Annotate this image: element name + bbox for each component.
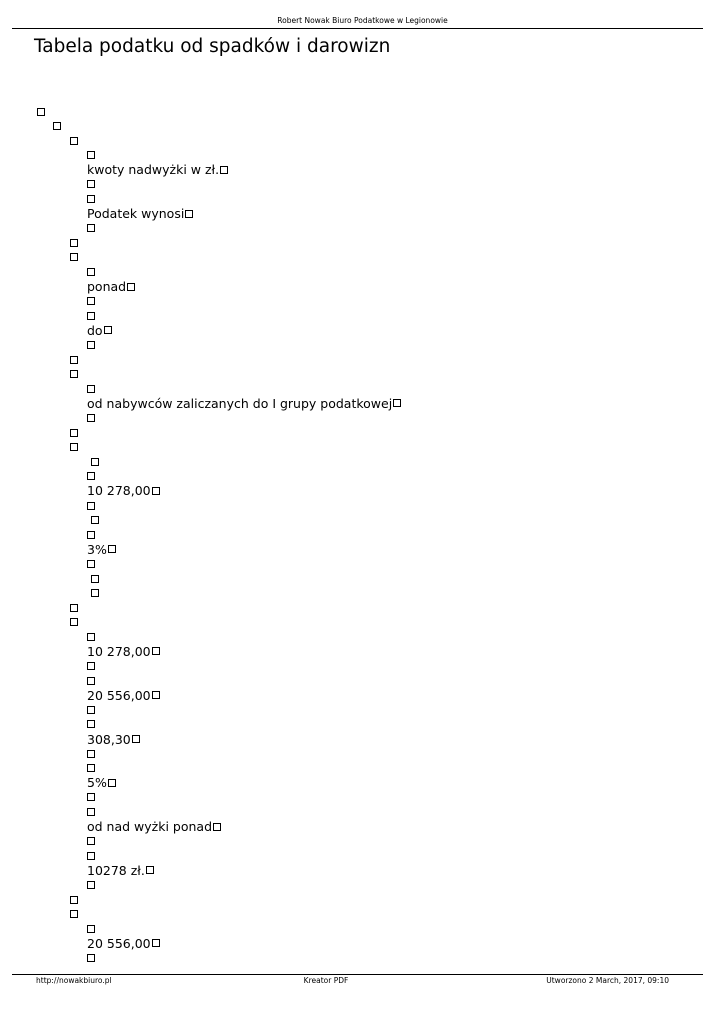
- missing-glyph-icon: [87, 560, 95, 568]
- missing-glyph-line: [0, 893, 725, 908]
- missing-glyph-icon: [87, 341, 95, 349]
- text-line-content: 10 278,00: [87, 643, 151, 659]
- missing-glyph-icon: [37, 108, 45, 116]
- footer-creator: Kreator PDF: [303, 976, 349, 985]
- missing-glyph-icon: [87, 531, 95, 539]
- footer-rule: [12, 974, 703, 975]
- missing-glyph-icon: [53, 122, 61, 130]
- missing-glyph-line: [0, 441, 725, 456]
- text-line-content: kwoty nadwyżki w zł.: [87, 162, 220, 178]
- missing-glyph-icon: [91, 458, 99, 466]
- text-line-content: 3%: [87, 541, 107, 557]
- missing-glyph-line: [0, 572, 725, 587]
- missing-glyph-icon: [393, 399, 401, 407]
- missing-glyph-line: [0, 426, 725, 441]
- missing-glyph-icon: [70, 370, 78, 378]
- text-line: [0, 163, 725, 178]
- missing-glyph-icon: [87, 662, 95, 670]
- text-line-content: 308,30: [87, 731, 131, 747]
- text-line-content: od nad wyżki ponad: [87, 819, 213, 835]
- text-line: [0, 397, 725, 412]
- missing-glyph-line: [0, 382, 725, 397]
- text-line-content: 10 278,00: [87, 483, 151, 499]
- missing-glyph-icon: [87, 925, 95, 933]
- missing-glyph-icon: [87, 297, 95, 305]
- missing-glyph-icon: [152, 487, 160, 495]
- missing-glyph-icon: [70, 910, 78, 918]
- footer-created-date: Utworzono 2 March, 2017, 09:10: [546, 976, 669, 985]
- missing-glyph-line: [0, 411, 725, 426]
- missing-glyph-line: [0, 251, 725, 266]
- text-line-content: 20 556,00: [87, 935, 151, 951]
- text-line: [0, 864, 725, 879]
- missing-glyph-icon: [87, 852, 95, 860]
- missing-glyph-line: [0, 587, 725, 602]
- missing-glyph-icon: [146, 866, 154, 874]
- missing-glyph-icon: [70, 356, 78, 364]
- missing-glyph-line: [0, 835, 725, 850]
- missing-glyph-line: [0, 266, 725, 281]
- footer-url-link[interactable]: http://nowakbiuro.pl: [36, 976, 112, 985]
- missing-glyph-icon: [87, 808, 95, 816]
- missing-glyph-icon: [87, 793, 95, 801]
- missing-glyph-line: [0, 762, 725, 777]
- missing-glyph-icon: [91, 516, 99, 524]
- missing-glyph-line: [0, 368, 725, 383]
- missing-glyph-line: [0, 674, 725, 689]
- missing-glyph-icon: [87, 224, 95, 232]
- missing-glyph-line: [0, 718, 725, 733]
- missing-glyph-line: [0, 528, 725, 543]
- missing-glyph-line: [0, 951, 725, 966]
- missing-glyph-icon: [87, 268, 95, 276]
- missing-glyph-icon: [87, 414, 95, 422]
- missing-glyph-line: [0, 309, 725, 324]
- missing-glyph-icon: [91, 575, 99, 583]
- text-line: [0, 937, 725, 952]
- missing-glyph-line: [0, 236, 725, 251]
- text-line: [0, 820, 725, 835]
- text-line: [0, 645, 725, 660]
- missing-glyph-line: [0, 878, 725, 893]
- missing-glyph-icon: [70, 604, 78, 612]
- missing-glyph-icon: [104, 326, 112, 334]
- missing-glyph-icon: [87, 954, 95, 962]
- missing-glyph-icon: [70, 239, 78, 247]
- missing-glyph-icon: [87, 312, 95, 320]
- missing-glyph-line: [0, 339, 725, 354]
- missing-glyph-icon: [87, 837, 95, 845]
- missing-glyph-line: [0, 134, 725, 149]
- text-line-content: 5%: [87, 775, 107, 791]
- text-line: [0, 324, 725, 339]
- missing-glyph-icon: [87, 677, 95, 685]
- missing-glyph-icon: [152, 647, 160, 655]
- text-line-content: do: [87, 322, 103, 338]
- text-line-content: Podatek wynosi: [87, 206, 185, 222]
- missing-glyph-line: [0, 922, 725, 937]
- text-line-content: od nabywców zaliczanych do I grupy podatkowej: [87, 395, 393, 411]
- missing-glyph-line: [0, 630, 725, 645]
- missing-glyph-line: [0, 120, 725, 135]
- missing-glyph-line: [0, 105, 725, 120]
- missing-glyph-icon: [70, 443, 78, 451]
- missing-glyph-line: [0, 616, 725, 631]
- missing-glyph-icon: [132, 735, 140, 743]
- page-header: Robert Nowak Biuro Podatkowe w Legionowie: [277, 16, 448, 25]
- text-line: [0, 733, 725, 748]
- missing-glyph-icon: [70, 429, 78, 437]
- missing-glyph-icon: [87, 502, 95, 510]
- document-body: [0, 105, 725, 966]
- missing-glyph-icon: [185, 210, 193, 218]
- missing-glyph-line: [0, 470, 725, 485]
- text-line: [0, 207, 725, 222]
- missing-glyph-icon: [108, 545, 116, 553]
- missing-glyph-icon: [87, 195, 95, 203]
- missing-glyph-icon: [87, 151, 95, 159]
- missing-glyph-line: [0, 499, 725, 514]
- missing-glyph-line: [0, 601, 725, 616]
- text-line: [0, 280, 725, 295]
- missing-glyph-icon: [87, 720, 95, 728]
- missing-glyph-icon: [70, 618, 78, 626]
- text-line: [0, 484, 725, 499]
- missing-glyph-icon: [87, 750, 95, 758]
- text-line-content: 20 556,00: [87, 687, 151, 703]
- text-line-content: 10278 zł.: [87, 862, 145, 878]
- missing-glyph-icon: [87, 633, 95, 641]
- missing-glyph-icon: [108, 779, 116, 787]
- missing-glyph-line: [0, 703, 725, 718]
- missing-glyph-icon: [87, 180, 95, 188]
- missing-glyph-line: [0, 849, 725, 864]
- missing-glyph-icon: [220, 166, 228, 174]
- page-title: Tabela podatku od spadków i darowizn: [34, 36, 391, 57]
- text-line-content: ponad: [87, 279, 127, 295]
- missing-glyph-icon: [87, 881, 95, 889]
- missing-glyph-line: [0, 791, 725, 806]
- missing-glyph-line: [0, 455, 725, 470]
- missing-glyph-line: [0, 295, 725, 310]
- text-line: [0, 543, 725, 558]
- missing-glyph-icon: [70, 253, 78, 261]
- missing-glyph-icon: [152, 939, 160, 947]
- missing-glyph-icon: [213, 823, 221, 831]
- text-line: [0, 689, 725, 704]
- missing-glyph-icon: [70, 137, 78, 145]
- missing-glyph-line: [0, 806, 725, 821]
- missing-glyph-line: [0, 353, 725, 368]
- header-rule: [12, 28, 703, 29]
- missing-glyph-line: [0, 747, 725, 762]
- missing-glyph-icon: [87, 472, 95, 480]
- text-line: [0, 776, 725, 791]
- missing-glyph-icon: [87, 764, 95, 772]
- missing-glyph-line: [0, 178, 725, 193]
- missing-glyph-line: [0, 149, 725, 164]
- missing-glyph-icon: [87, 706, 95, 714]
- missing-glyph-line: [0, 660, 725, 675]
- missing-glyph-icon: [127, 283, 135, 291]
- missing-glyph-line: [0, 222, 725, 237]
- missing-glyph-icon: [152, 691, 160, 699]
- missing-glyph-icon: [87, 385, 95, 393]
- missing-glyph-line: [0, 557, 725, 572]
- missing-glyph-line: [0, 514, 725, 529]
- missing-glyph-icon: [91, 589, 99, 597]
- missing-glyph-line: [0, 193, 725, 208]
- missing-glyph-line: [0, 908, 725, 923]
- missing-glyph-icon: [70, 896, 78, 904]
